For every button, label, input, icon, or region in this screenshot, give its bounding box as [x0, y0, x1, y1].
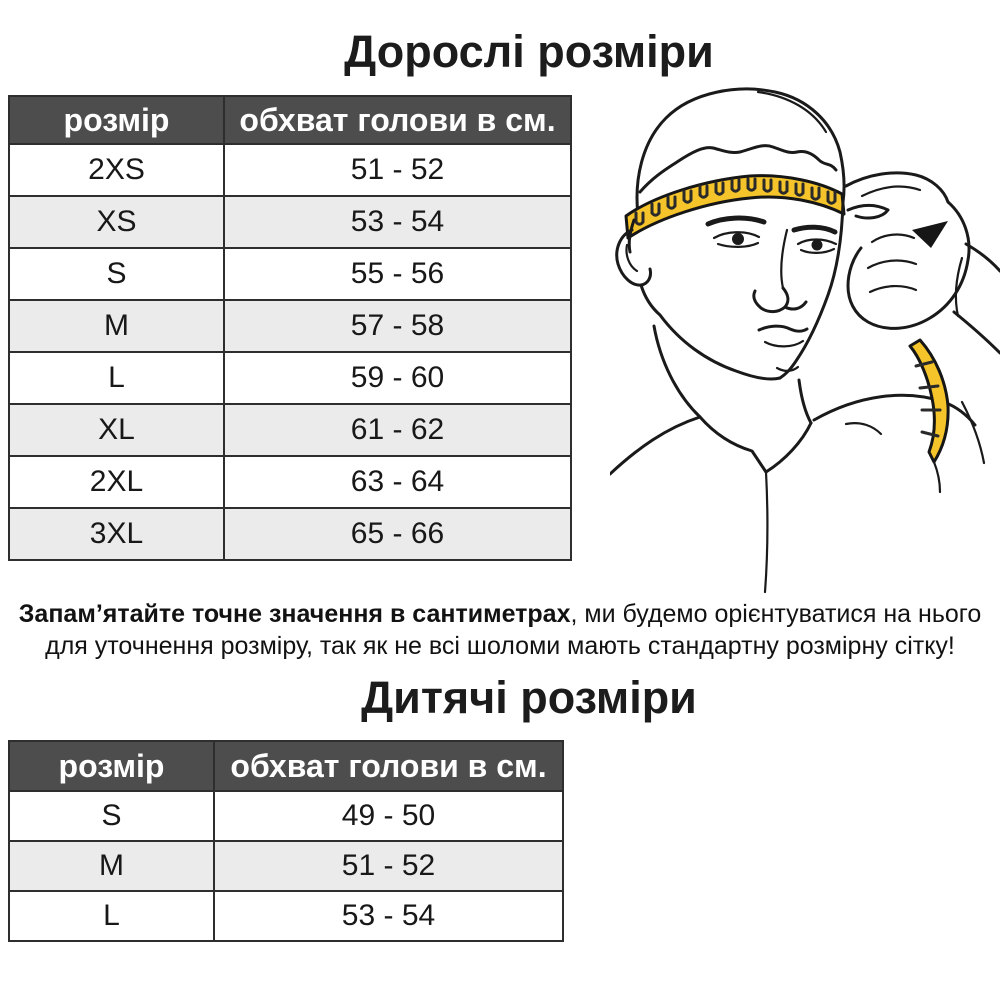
size-cell: 3XL: [9, 508, 224, 560]
adult-size-table: [8, 95, 572, 561]
table-row: [9, 352, 571, 404]
table-row: [9, 891, 563, 941]
finger-shadow: [912, 221, 948, 248]
table-header-row: [9, 741, 563, 791]
range-cell: 51 - 52: [224, 144, 571, 196]
size-cell: S: [9, 248, 224, 300]
right-shoulder-line: [814, 395, 975, 425]
range-cell: 63 - 64: [224, 456, 571, 508]
chin-crease: [777, 367, 798, 371]
range-cell: 53 - 54: [224, 196, 571, 248]
left-pupil: [732, 233, 744, 245]
nose-bridge: [781, 230, 787, 288]
range-cell: 53 - 54: [214, 891, 563, 941]
size-cell: L: [9, 891, 214, 941]
hanging-tape-strip: [910, 340, 948, 462]
table-row: [9, 248, 571, 300]
table-row: [9, 300, 571, 352]
table-row: [9, 144, 571, 196]
table-row: [9, 456, 571, 508]
finger-curl-lines: [868, 235, 916, 292]
head-measurement-illustration: [610, 80, 1000, 605]
range-cell: 57 - 58: [224, 300, 571, 352]
range-cell: 59 - 60: [224, 352, 571, 404]
right-pupil: [812, 240, 823, 251]
note-paragraph: [12, 598, 988, 662]
size-cell: S: [9, 791, 214, 841]
collar-left: [700, 417, 766, 472]
table-row: [9, 508, 571, 560]
size-cell: XL: [9, 404, 224, 456]
table-row: [9, 196, 571, 248]
size-cell: M: [9, 841, 214, 891]
range-cell: 51 - 52: [214, 841, 563, 891]
size-cell: XS: [9, 196, 224, 248]
circumference-column-header: обхват голови в см.: [214, 741, 563, 791]
table-row: [9, 841, 563, 891]
hanging-tape-tail: [934, 462, 940, 492]
size-column-header: розмір: [9, 96, 224, 144]
range-cell: 65 - 66: [224, 508, 571, 560]
left-eyebrow: [708, 218, 764, 224]
right-eyebrow: [794, 227, 835, 232]
note-regular-text: , ми будемо орієнтуватися на нього для уточнення розміру, так як не всі шоломи мають стандартну розмірну сітку!: [45, 600, 982, 660]
lower-lip: [765, 341, 803, 346]
range-cell: 61 - 62: [224, 404, 571, 456]
size-cell: L: [9, 352, 224, 404]
fist-outline: [848, 202, 969, 328]
range-cell: 55 - 56: [224, 248, 571, 300]
size-cell: M: [9, 300, 224, 352]
thumb-line: [848, 206, 888, 219]
range-cell: 49 - 50: [214, 791, 563, 841]
children-sizes-title: Дитячі розміри: [361, 672, 697, 723]
table-row: [9, 791, 563, 841]
table-row: [9, 404, 571, 456]
size-column-header: розмір: [9, 741, 214, 791]
left-shoulder-line: [610, 417, 700, 474]
upper-lip: [759, 326, 807, 331]
neck-left-line: [654, 326, 700, 417]
shirt-front-line: [765, 472, 767, 592]
jaw-line: [641, 285, 780, 379]
circumference-column-header: обхват голови в см.: [224, 96, 571, 144]
neck-right-line: [799, 380, 811, 423]
collar-right: [766, 423, 811, 472]
adult-sizes-title: Дорослі розміри: [344, 26, 714, 77]
size-cell: 2XL: [9, 456, 224, 508]
hand-second-finger: [862, 187, 920, 196]
ear-outline: [617, 230, 651, 285]
nose-bottom: [754, 288, 806, 312]
underarm-line: [846, 423, 881, 434]
note-bold-text: Запам’ятайте точне значення в сантиметрах: [18, 600, 571, 628]
table-header-row: [9, 96, 571, 144]
size-cell: 2XS: [9, 144, 224, 196]
children-size-table: [8, 740, 564, 942]
